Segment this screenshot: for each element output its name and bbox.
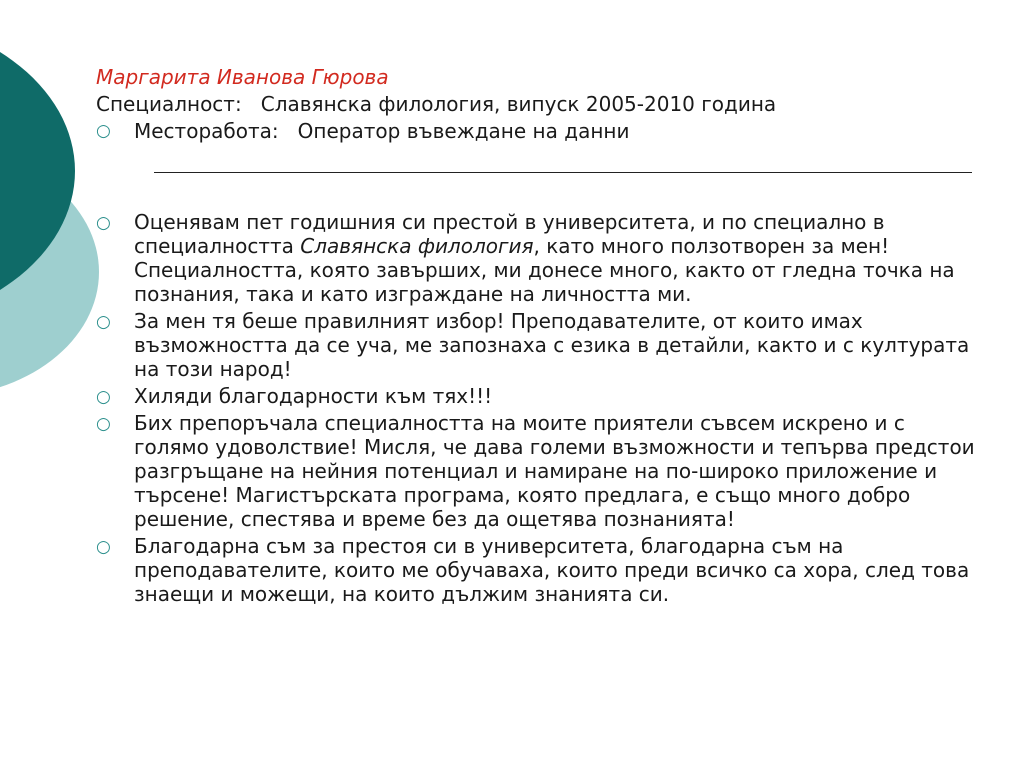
paragraph-1-emphasis: Славянска филология [300,234,534,258]
horizontal-divider [154,172,972,173]
paragraph-5-text: Благодарна съм за престоя си в университета, благодарна съм на преподавателите, които ме обучаваха, които преди всичко са хора, след това знаещи и можещи, на които дължим знанията си. [134,534,970,606]
bullet-icon: ○ [96,312,111,332]
testimonial-paragraph-1 [96,210,981,306]
author-name: Маргарита Иванова Гюрова [96,65,389,89]
testimonial-list [96,210,981,609]
paragraph-4-text: Бих препоръчала специалността на моите приятели съвсем искрено и с голямо удоволствие! Мисля, че дава големи възможности и тепърва предстои разгръщане на нейния потенциал и намиране на по-широко приложение и търсене! Магистърската програма, която предлага, е също много добро решение, спестява и време без да ощетява познанията! [134,411,975,531]
workplace-text: Месторабота: Оператор въвеждане на данни [134,119,630,143]
bullet-icon: ○ [96,537,111,557]
specialty-line: Специалност: Славянска филология, випуск 2005-2010 година [96,92,777,116]
bullet-icon: ○ [96,414,111,434]
bullet-icon: ○ [96,121,111,141]
workplace-line [96,118,996,145]
testimonial-paragraph-3 [96,384,981,408]
testimonial-paragraph-5 [96,534,981,606]
testimonial-paragraph-2 [96,309,981,381]
bullet-icon: ○ [96,387,111,407]
testimonial-paragraph-4 [96,411,981,531]
paragraph-1-before: Оценявам пет годишния си престой в университета, и по специално в специалността [134,210,885,258]
paragraph-2-text: За мен тя беше правилният избор! Преподавателите, от които имах възможността да се уча, ме запознаха с езика в детайли, както и с културата на този народ! [134,309,970,381]
slide-content [96,64,996,606]
paragraph-1-after: , като много ползотворен за мен! Специалността, която завърших, ми донесе много, както от гледна точка на познания, така и като изграждане на личността ми. [134,234,955,306]
bullet-icon: ○ [96,213,111,233]
paragraph-3-text: Хиляди благодарности към тях!!! [134,384,493,408]
